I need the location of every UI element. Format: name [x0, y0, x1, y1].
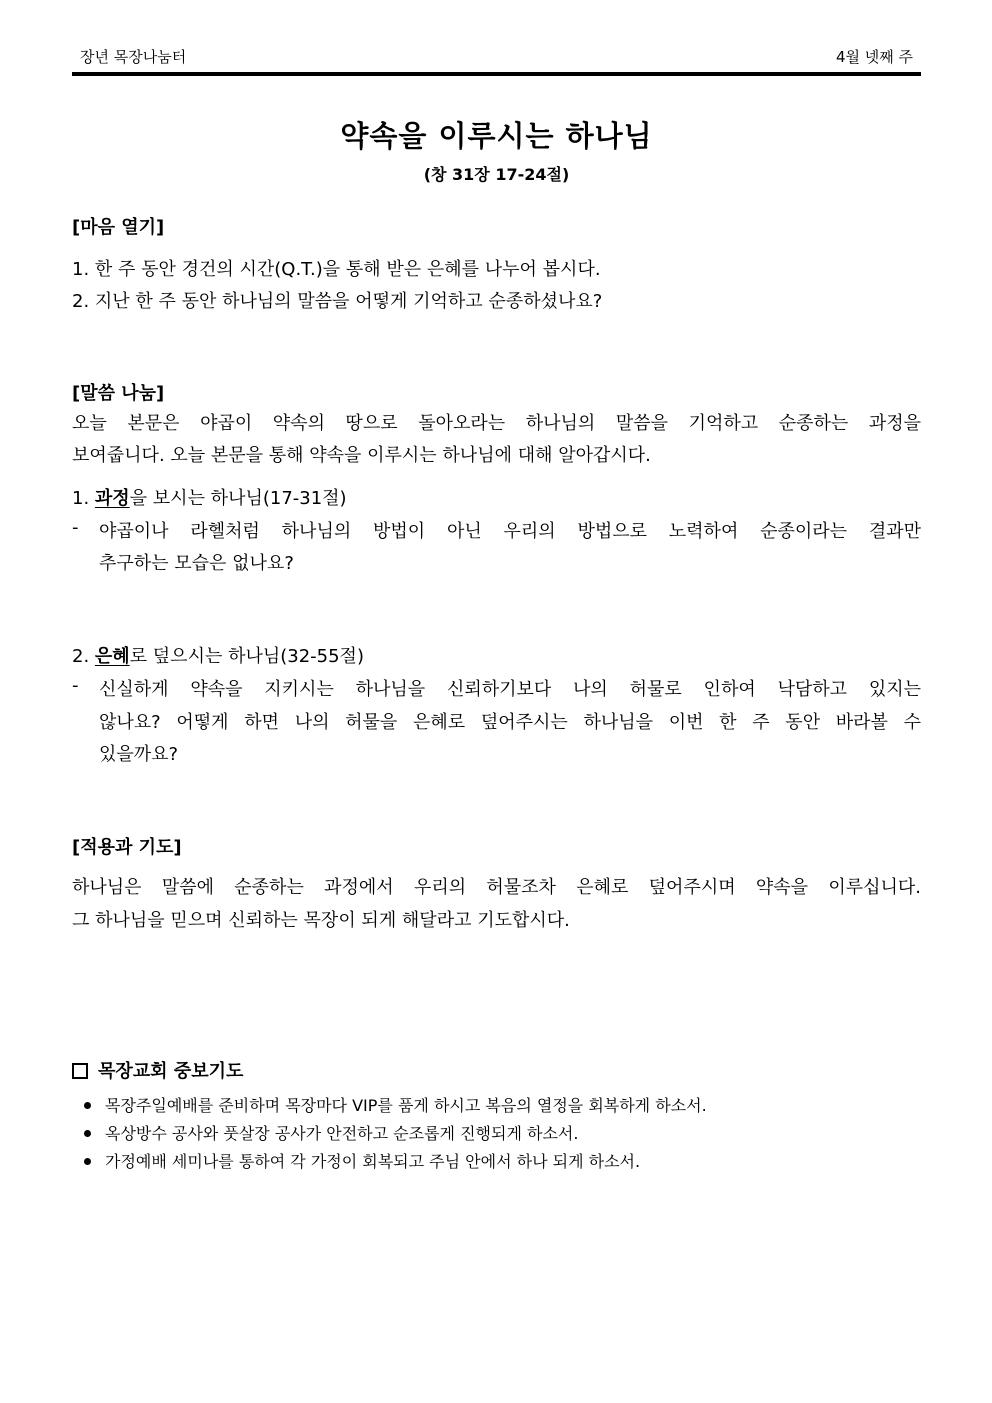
point-1-question-2: 추구하는 모습은 없나요? — [99, 553, 294, 574]
application-line-2: 그 하나님을 믿으며 신뢰하는 목장이 되게 해달라고 기도합시다. — [72, 910, 570, 931]
point-2-question-3: 있을까요? — [99, 744, 179, 765]
checkbox-icon — [72, 1063, 88, 1079]
open-heart-line-1: 1. 한 주 동안 경건의 시간(Q.T.)을 통해 받은 은혜를 나누어 봅시다. — [72, 259, 601, 280]
point-1-keyword: 과정 — [94, 488, 130, 509]
word-sharing-heading: [말씀 나눔] — [72, 383, 165, 404]
bullet-icon — [84, 1158, 91, 1165]
prayer-heading — [72, 1057, 243, 1083]
point-2-question-1: 신실하게 약속을 지키시는 하나님을 신뢰하기보다 나의 허물로 인하여 낙담하고 있지는 — [99, 679, 921, 700]
word-sharing-intro-1: 오늘 본문은 야곱이 약속의 땅으로 돌아오라는 하나님의 말씀을 기억하고 순종하는 과정을 — [72, 413, 921, 434]
prayer-heading-text: 목장교회 중보기도 — [98, 1061, 244, 1082]
prayer-item — [84, 1149, 640, 1172]
bullet-icon — [84, 1130, 91, 1137]
prayer-item — [84, 1121, 578, 1144]
prayer-item-text: 목장주일예배를 준비하며 목장마다 VIP를 품게 하시고 복음의 열정을 회복하게 하소서. — [105, 1096, 707, 1115]
prayer-item-text: 옥상방수 공사와 풋살장 공사가 안전하고 순조롭게 진행되게 하소서. — [105, 1124, 579, 1143]
point-1-heading — [72, 484, 347, 510]
prayer-item-text: 가정예배 세미나를 통하여 각 가정이 회복되고 주님 안에서 하나 되게 하소서. — [105, 1152, 641, 1171]
point-1-rest: 을 보시는 하나님(17-31절) — [129, 488, 347, 509]
point-2-dash: - — [72, 675, 79, 696]
point-2-heading — [72, 642, 364, 668]
point-2-question-2: 않나요? 어떻게 하면 나의 허물을 은혜로 덮어주시는 하나님을 이번 한 주 동안 바라볼 수 — [99, 712, 921, 733]
header-divider — [72, 72, 921, 76]
application-line-1: 하나님은 말씀에 순종하는 과정에서 우리의 허물조차 은혜로 덮어주시며 약속을 이루십니다. — [72, 877, 921, 898]
bullet-icon — [84, 1102, 91, 1109]
page-title: 약속을 이루시는 하나님 — [340, 119, 653, 153]
prayer-item — [84, 1093, 707, 1116]
page-subtitle: (창 31장 17-24절) — [423, 165, 570, 184]
point-2-prefix: 2. — [72, 646, 95, 667]
word-sharing-intro-2: 보여줍니다. 오늘 본문을 통해 약속을 이루시는 하나님에 대해 알아갑시다. — [72, 445, 651, 466]
application-heading: [적용과 기도] — [72, 837, 182, 858]
point-1-prefix: 1. — [72, 488, 95, 509]
point-2-rest: 로 덮으시는 하나님(32-55절) — [129, 646, 364, 667]
point-2-keyword: 은혜 — [94, 646, 130, 667]
point-1-question-1: 야곱이나 라헬처럼 하나님의 방법이 아닌 우리의 방법으로 노력하여 순종이라는 결과만 — [99, 521, 921, 542]
header-right-text: 4월 넷째 주 — [835, 48, 913, 66]
point-1-dash: - — [72, 517, 79, 538]
open-heart-line-2: 2. 지난 한 주 동안 하나님의 말씀을 어떻게 기억하고 순종하셨나요? — [72, 291, 603, 312]
header-left-text: 장년 목장나눔터 — [80, 48, 187, 66]
open-heart-heading: [마음 열기] — [72, 217, 165, 238]
page-header — [72, 42, 921, 72]
